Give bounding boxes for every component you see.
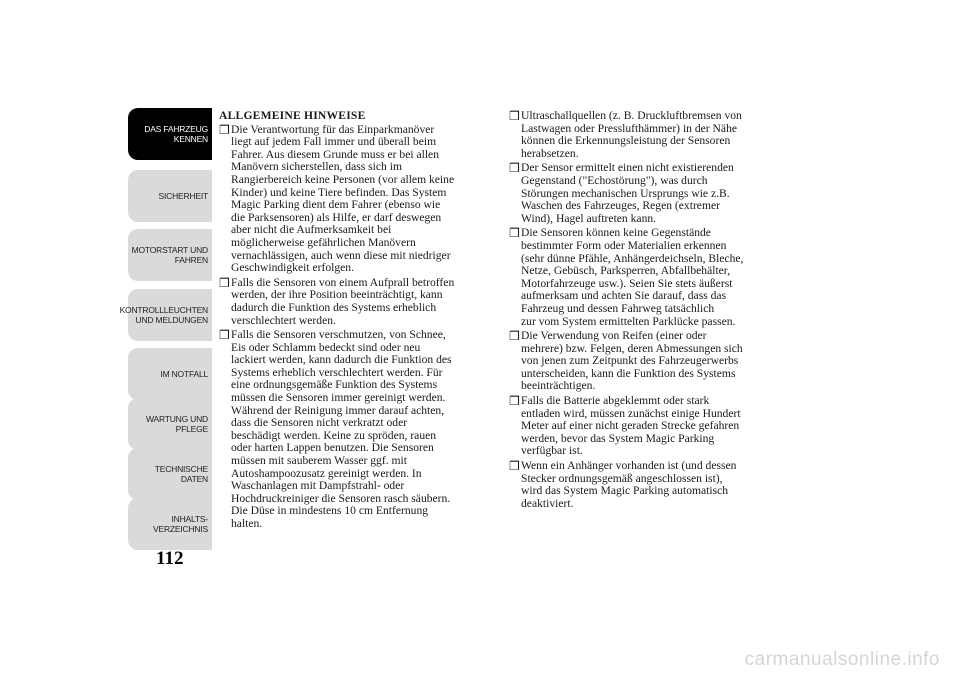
bullet-text: Die Verantwortung für das Einparkmanöver liegt auf jedem Fall immer und überall beim Fahrer. Aus diesem Grunde muss er bei allen Manövern sicherstellen, dass sich im Rangierbereich keine Personen (vor allem keine Kinder) und keine Tiere befinden. Das System Magic Parking dient dem Fahrer (ebenso wie die Parksensoren) als Hilfe, er darf deswegen aber nicht die Aufmerksamkeit bei möglicherweise gefährlichen Manövern vernachlässigen, auch wenn diese mit niedriger Geschwindigkeit erfolgen. bbox=[231, 122, 455, 275]
bullet-item bbox=[508, 330, 778, 393]
bullet-text: Die Verwendung von Reifen (einer oder mehrere) bzw. Felgen, deren Abmessungen sich von jenen zum Zeitpunkt des Fahrzeugerwerbs unterscheiden, kann die Funktion des Systems beeinträchtigen. bbox=[521, 329, 743, 393]
tab-label: WARTUNG UND PFLEGE bbox=[145, 414, 208, 434]
left-column bbox=[218, 110, 493, 533]
tab-sicherheit[interactable] bbox=[128, 170, 212, 222]
checkbox-bullet-icon: ❒ bbox=[219, 122, 230, 137]
tab-label: INHALTS- VERZEICHNIS bbox=[153, 514, 208, 534]
bullet-text: Wenn ein Anhänger vorhanden ist (und dessen Stecker ordnungsgemäß angeschlossen ist), wird das System Magic Parking automatisch deaktiviert. bbox=[521, 459, 737, 510]
checkbox-bullet-icon: ❒ bbox=[219, 275, 230, 290]
right-column bbox=[508, 110, 778, 512]
checkbox-bullet-icon: ❒ bbox=[509, 459, 520, 474]
tab-label: DAS FAHRZEUG KENNEN bbox=[144, 124, 208, 144]
tab-motorstart-und-fahren[interactable] bbox=[128, 229, 212, 281]
bullet-item bbox=[508, 227, 778, 328]
bullet-item bbox=[218, 329, 493, 531]
bullet-text: Der Sensor ermittelt einen nicht existierenden Gegenstand ("Echostörung"), was durch Störungen mechanischen Ursprungs wie z.B. Waschen des Fahrzeuges, Regen (extremer Wind), Hagel auftreten kann. bbox=[521, 161, 734, 225]
checkbox-bullet-icon: ❒ bbox=[509, 329, 520, 344]
bullet-item bbox=[508, 162, 778, 225]
tab-label: KONTROLLLEUCHTEN UND MELDUNGEN bbox=[119, 305, 208, 325]
checkbox-bullet-icon: ❒ bbox=[219, 328, 230, 343]
tab-label: IM NOTFALL bbox=[160, 369, 208, 379]
bullet-item bbox=[218, 277, 493, 327]
tab-label: SICHERHEIT bbox=[158, 191, 208, 201]
checkbox-bullet-icon: ❒ bbox=[509, 109, 520, 123]
bullet-text: Ultraschallquellen (z. B. Druckluftbremsen von Lastwagen oder Presslufthämmer) in der Nähe können die Erkennungsleistung der Sensoren herabsetzen. bbox=[521, 109, 742, 160]
bullet-item bbox=[508, 395, 778, 458]
tab-label: MOTORSTART UND FAHREN bbox=[131, 245, 208, 265]
bullet-text: Die Sensoren können keine Gegenstände bestimmter Form oder Materialien erkennen (sehr dünne Pfähle, Anhängerdeichseln, Bleche, Netze, Gebüsch, Parksperren, Abfallbehälter, Motorfahrzeuge usw.). Seien Sie stets äußerst aufmerksam und achten Sie darauf, dass das Fahrzeug und dessen Fahrweg tatsächlich zur vom System ermittelten Parklücke passen. bbox=[521, 226, 744, 328]
tab-kontrollleuchten-und-meldungen[interactable] bbox=[119, 289, 212, 341]
tab-technische-daten[interactable] bbox=[128, 448, 212, 500]
bullet-text: Falls die Sensoren von einem Aufprall betroffen werden, der ihre Position beeinträchtigt, kann dadurch die Funktion des Systems erheblich verschlechtert werden. bbox=[231, 275, 455, 327]
bullet-item bbox=[508, 460, 778, 510]
tab-inhaltsverzeichnis[interactable] bbox=[128, 498, 212, 550]
bullet-item bbox=[508, 110, 778, 160]
bullet-item bbox=[218, 124, 493, 275]
tab-das-fahrzeug-kennen[interactable] bbox=[128, 108, 212, 160]
bullet-text: Falls die Batterie abgeklemmt oder stark entladen wird, müssen zunächst einige Hundert Meter auf einer nicht geraden Strecke gefahren werden, bevor das System Magic Parking verfügbar ist. bbox=[521, 394, 741, 458]
tab-label: TECHNISCHE DATEN bbox=[154, 464, 208, 484]
page-number: 112 bbox=[156, 548, 184, 569]
checkbox-bullet-icon: ❒ bbox=[509, 161, 520, 176]
checkbox-bullet-icon: ❒ bbox=[509, 226, 520, 241]
checkbox-bullet-icon: ❒ bbox=[509, 394, 520, 409]
bullet-text: Falls die Sensoren verschmutzen, von Schnee, Eis oder Schlamm bedeckt sind oder neu lackiert werden, kann dadurch die Funktion des Systems erheblich verschlechtert werden. Für eine ordnungsgemäße Funktion des Systems müssen die Sensoren immer gereinigt werden. Während der Reinigung immer darauf achten, dass die Sensoren nicht verkratzt oder beschädigt werden. Keine zu spröden, rauen oder harten Lappen benutzen. Die Sensoren müssen mit sauberem Wasser ggf. mit Autoshampoozusatz gereinigt werden. In Waschanlagen mit Dampfstrahl- oder Hochdruckreiniger die Sensoren rasch säubern. Die Düse in mindestens 10 cm Entfernung halten. bbox=[231, 328, 452, 530]
section-heading: ALLGEMEINE HINWEISE bbox=[219, 109, 366, 122]
watermark: carmanualsonline.info bbox=[744, 649, 940, 670]
tab-im-notfall[interactable] bbox=[128, 348, 212, 400]
tab-wartung-und-pflege[interactable] bbox=[128, 398, 212, 450]
